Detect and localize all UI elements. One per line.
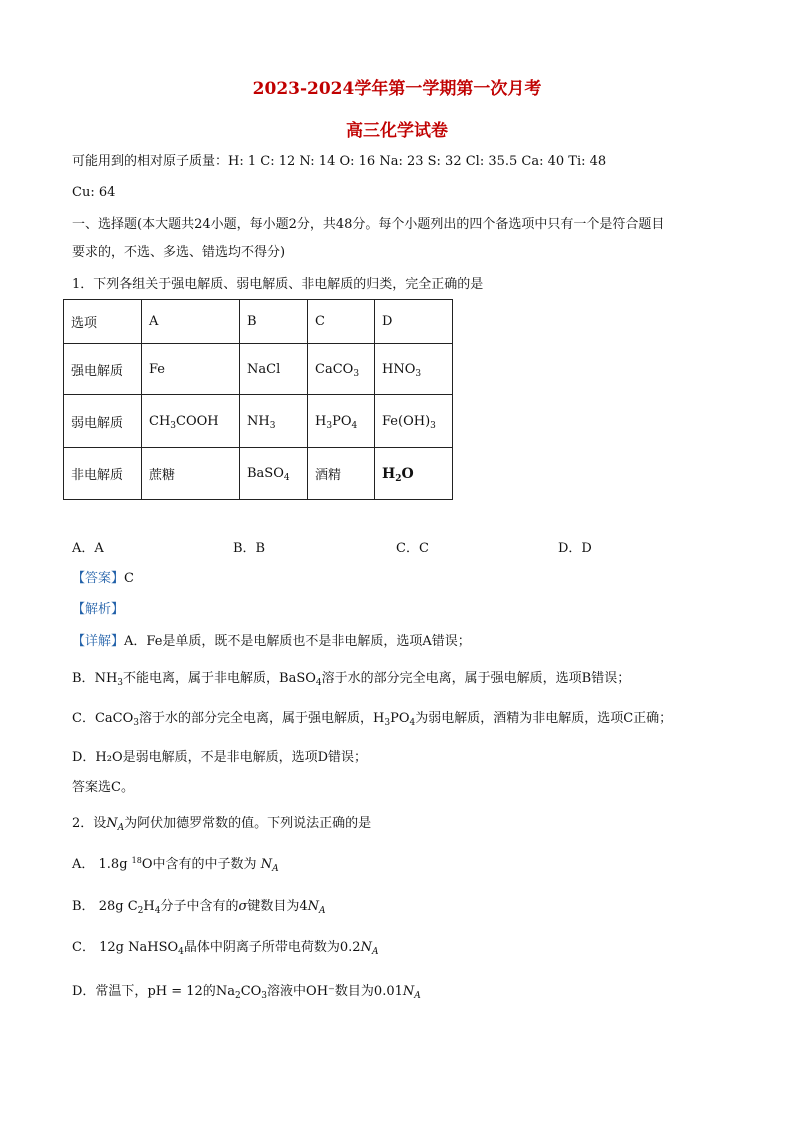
q1-answer-line [72, 571, 134, 587]
detail-text: B． [72, 671, 95, 686]
detail-line-d: D．H₂O是弱电解质，不是非电解质，选项D错误； [72, 750, 368, 765]
element-symbol: O [141, 857, 153, 872]
exam-subtitle: 高三化学试卷 [346, 121, 448, 141]
detail-a-text: A．Fe是单质，既不是电解质也不是非电解质，选项A错误； [124, 634, 471, 649]
table-cell: D [375, 300, 453, 344]
table-cell-formula: CaCO$_3$ [308, 344, 375, 395]
option-text: 晶体中阴离子所带电荷数为 [183, 940, 340, 955]
q2-option-a [72, 857, 279, 873]
option-label: D．常温下， [72, 984, 148, 999]
formula: $C_2H_4$ [127, 899, 161, 916]
q1-classification-table [63, 299, 453, 500]
formula: $Na_2CO_3$ [215, 984, 268, 1001]
table-cell: 非电解质 [64, 448, 142, 500]
value: 0.2 [339, 940, 361, 955]
section-instructions-line-1: 一、选择题(本大题共24小题，每小题2分，共48分。每个小题列出的四个备选项中只有一个是符合题目 [72, 217, 665, 232]
table-cell: 弱电解质 [64, 395, 142, 448]
detail-text: 为弱电解质，酒精为非电解质，选项C正确； [415, 711, 673, 726]
detail-line-b [72, 671, 630, 687]
table-cell-formula: $H_2O$ [375, 448, 453, 500]
formula: CaCO$_3$ [94, 711, 139, 728]
detail-tag: 【详解】 [72, 634, 125, 649]
exam-title: 2023-2024学年第一学期第一次月考 [252, 79, 542, 99]
option-label: A． [72, 857, 95, 872]
ion-symbol: OH⁻ [306, 984, 335, 999]
option-text: 溶液中 [267, 984, 307, 999]
na-symbol: $N_A$ [106, 816, 125, 833]
sigma-symbol: σ [238, 899, 248, 914]
table-cell: 强电解质 [64, 344, 142, 395]
table-header-row [64, 300, 453, 344]
option-text: 数目为 [334, 984, 374, 999]
option-text: 中含有的中子数为 [152, 857, 257, 872]
table-cell-formula: $CH_3COOH$ [142, 395, 240, 448]
formula: $H_3PO_4$ [373, 711, 416, 728]
conclusion: 答案选C。 [72, 780, 134, 795]
table-cell: Fe [142, 344, 240, 395]
table-cell: NaCl [240, 344, 308, 395]
detail-text: 不能电离，属于非电解质， [123, 671, 280, 686]
table-row [64, 448, 453, 500]
mass-value: 12g [99, 940, 124, 955]
table-cell: C [308, 300, 375, 344]
option-text: 键数目为 [247, 899, 300, 914]
na-symbol: $N_A$ [260, 857, 279, 874]
q2-option-c [72, 940, 378, 956]
mass-value: 28g [98, 899, 124, 914]
answer-tag: 【答案】 [72, 571, 125, 586]
table-cell-formula: $Fe(OH)_3$ [375, 395, 453, 448]
detail-text: 溶于水的部分完全电离，属于强电解质， [139, 711, 374, 726]
table-cell-formula: $HNO_3$ [375, 344, 453, 395]
detail-line-c [72, 711, 672, 727]
q2-option-b [72, 899, 326, 915]
q2-option-d [72, 984, 421, 1000]
table-cell-formula: BaSO$_4$ [240, 448, 308, 500]
table-cell: 蔗糖 [142, 448, 240, 500]
formula: $NH_3$ [94, 671, 124, 688]
table-cell-formula: $H_3PO_4$ [308, 395, 375, 448]
ph-value: pH = 12 [147, 984, 203, 999]
option-label: B． [72, 899, 95, 914]
q2-stem-pre: 2．设 [72, 816, 107, 831]
analysis-tag: 【解析】 [72, 602, 125, 617]
option-text: 的 [202, 984, 216, 999]
mass-value: 1.8g [98, 857, 128, 872]
q2-stem [72, 816, 371, 832]
q2-stem-post: 为阿伏加德罗常数的值。下列说法正确的是 [124, 816, 372, 831]
detail-text: 溶于水的部分完全电离，属于强电解质，选项B错误； [321, 671, 631, 686]
option-text: 分子中含有的 [160, 899, 239, 914]
table-cell: A [142, 300, 240, 344]
atomic-mass-line-2: Cu: 64 [72, 185, 116, 200]
table-cell: 选项 [64, 300, 142, 344]
q1-stem: 1．下列各组关于强电解质、弱电解质、非电解质的归类，完全正确的是 [72, 277, 484, 292]
section-instructions-line-2: 要求的，不选、多选、错选均不得分) [72, 245, 286, 260]
na-symbol: $N_A$ [360, 940, 379, 957]
formula: NaHSO$_4$ [128, 940, 184, 957]
na-symbol: $N_A$ [402, 984, 421, 1001]
value: 4 [299, 899, 308, 914]
table-row [64, 344, 453, 395]
isotope-number: 18 [131, 856, 142, 865]
table-cell-formula: $NH_3$ [240, 395, 308, 448]
na-symbol: $N_A$ [307, 899, 326, 916]
option-label: C． [72, 940, 95, 955]
q1-option-b: B．B [233, 541, 266, 556]
q1-option-d: D．D [558, 541, 592, 556]
answer-value: C [124, 571, 134, 586]
table-cell: 酒精 [308, 448, 375, 500]
value: 0.01 [373, 984, 403, 999]
detail-line-a [72, 634, 471, 650]
formula: BaSO$_4$ [279, 671, 322, 688]
table-cell: B [240, 300, 308, 344]
atomic-mass-line-1: 可能用到的相对原子质量：H: 1 C: 12 N: 14 O: 16 Na: 23 S: 32 Cl: 35.5 Ca: 40 Ti: 48 [72, 154, 607, 169]
q1-option-a: A．A [72, 541, 104, 556]
q1-option-c: C．C [396, 541, 429, 556]
table-row [64, 395, 453, 448]
detail-text: C． [72, 711, 95, 726]
